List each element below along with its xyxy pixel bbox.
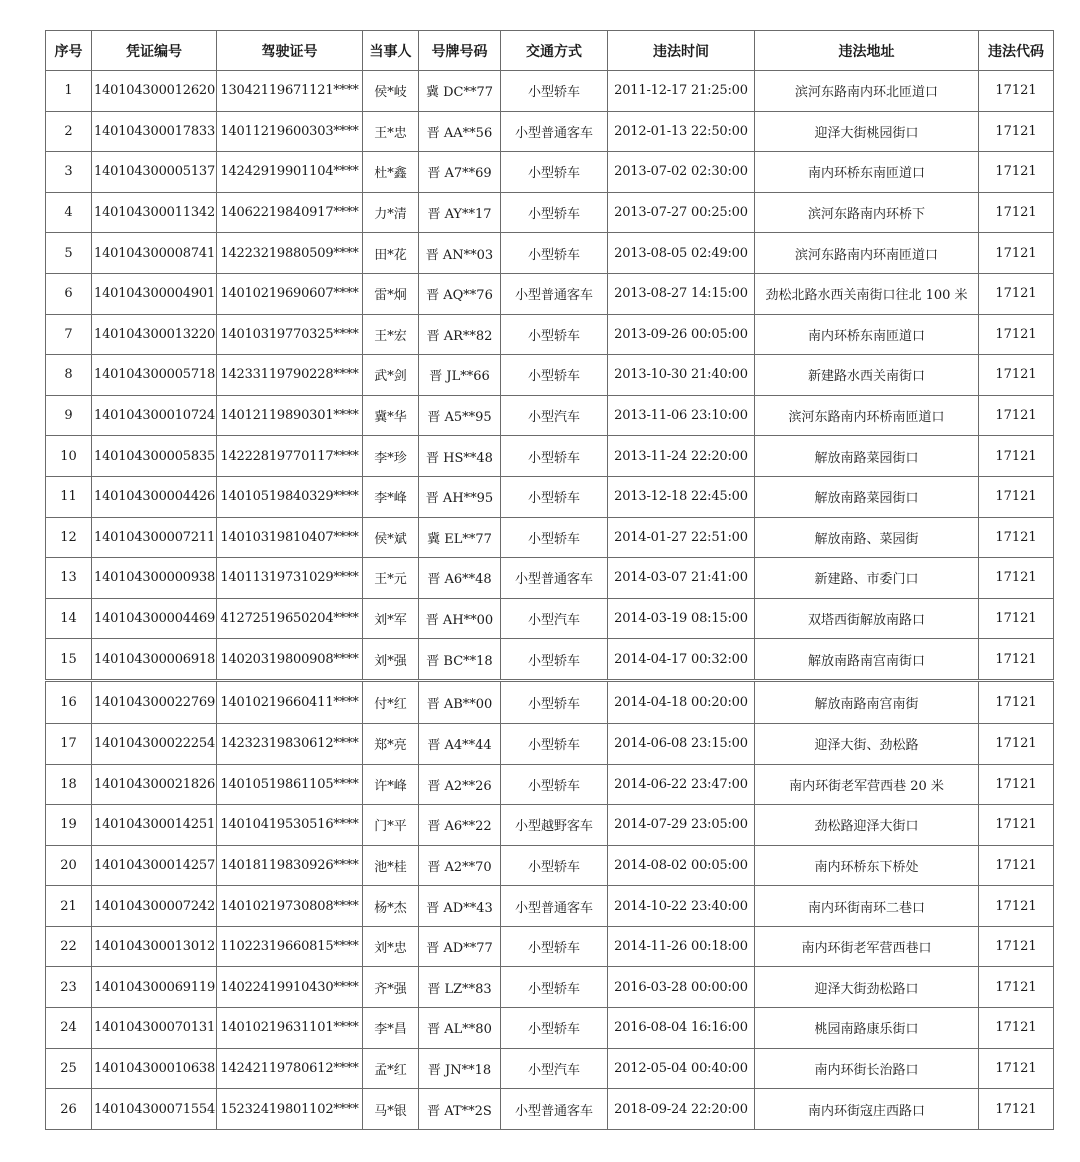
cell-plate-no: 晋 AR**82 [419, 314, 501, 355]
violation-record-sheet [45, 30, 1053, 1130]
cell-seq: 15 [46, 639, 92, 681]
header-plate-no: 号牌号码 [419, 31, 501, 71]
cell-vehicle-type: 小型轿车 [501, 436, 608, 477]
cell-vehicle-type: 小型越野客车 [501, 805, 608, 846]
table-row [46, 967, 1054, 1008]
cell-seq: 6 [46, 273, 92, 314]
cell-voucher-no: 140104300013012 [92, 926, 217, 967]
header-violation-code: 违法代码 [979, 31, 1054, 71]
cell-plate-no: 晋 AH**00 [419, 598, 501, 639]
cell-voucher-no: 140104300010638 [92, 1048, 217, 1089]
cell-license-no: 14022419910430**** [217, 967, 363, 1008]
table-row [46, 71, 1054, 112]
cell-vehicle-type: 小型轿车 [501, 476, 608, 517]
header-violation-time: 违法时间 [608, 31, 755, 71]
cell-violation-code: 17121 [979, 233, 1054, 274]
cell-violation-time: 2013-10-30 21:40:00 [608, 355, 755, 396]
cell-seq: 19 [46, 805, 92, 846]
cell-voucher-no: 140104300011342 [92, 192, 217, 233]
cell-vehicle-type: 小型轿车 [501, 355, 608, 396]
cell-plate-no: 晋 BC**18 [419, 639, 501, 681]
cell-voucher-no: 140104300010724 [92, 395, 217, 436]
cell-violation-time: 2014-06-08 23:15:00 [608, 723, 755, 764]
cell-violation-code: 17121 [979, 436, 1054, 477]
cell-violation-code: 17121 [979, 395, 1054, 436]
cell-violation-address: 南内环桥东下桥处 [755, 845, 979, 886]
table-row [46, 558, 1054, 599]
cell-violation-address: 迎泽大街桃园街口 [755, 111, 979, 152]
cell-violation-code: 17121 [979, 314, 1054, 355]
cell-violation-address: 解放南路、菜园街 [755, 517, 979, 558]
cell-license-no: 14222819770117**** [217, 436, 363, 477]
cell-license-no: 14011219600303**** [217, 111, 363, 152]
cell-violation-code: 17121 [979, 355, 1054, 396]
cell-violation-time: 2013-11-06 23:10:00 [608, 395, 755, 436]
cell-vehicle-type: 小型轿车 [501, 723, 608, 764]
table-row [46, 273, 1054, 314]
cell-violation-address: 迎泽大街、劲松路 [755, 723, 979, 764]
cell-plate-no: 晋 AQ**76 [419, 273, 501, 314]
table-row [46, 111, 1054, 152]
cell-voucher-no: 140104300070131 [92, 1008, 217, 1049]
cell-vehicle-type: 小型轿车 [501, 314, 608, 355]
cell-voucher-no: 140104300014257 [92, 845, 217, 886]
cell-license-no: 14242119780612**** [217, 1048, 363, 1089]
cell-plate-no: 晋 A4**44 [419, 723, 501, 764]
cell-violation-code: 17121 [979, 639, 1054, 681]
cell-license-no: 14233119790228**** [217, 355, 363, 396]
cell-violation-code: 17121 [979, 192, 1054, 233]
cell-party: 李*珍 [363, 436, 419, 477]
cell-party: 池*桂 [363, 845, 419, 886]
cell-seq: 14 [46, 598, 92, 639]
cell-violation-time: 2012-01-13 22:50:00 [608, 111, 755, 152]
cell-violation-time: 2013-08-05 02:49:00 [608, 233, 755, 274]
violation-table [45, 30, 1054, 1130]
cell-violation-address: 解放南路南宫南街 [755, 680, 979, 723]
cell-violation-address: 南内环街寇庄西路口 [755, 1089, 979, 1130]
table-row [46, 926, 1054, 967]
cell-seq: 12 [46, 517, 92, 558]
cell-party: 王*元 [363, 558, 419, 599]
cell-vehicle-type: 小型轿车 [501, 926, 608, 967]
cell-voucher-no: 140104300021826 [92, 764, 217, 805]
cell-vehicle-type: 小型汽车 [501, 598, 608, 639]
cell-plate-no: 晋 AD**77 [419, 926, 501, 967]
cell-seq: 13 [46, 558, 92, 599]
cell-party: 王*忠 [363, 111, 419, 152]
cell-seq: 24 [46, 1008, 92, 1049]
table-row [46, 598, 1054, 639]
cell-voucher-no: 140104300012620 [92, 71, 217, 112]
cell-violation-address: 滨河东路南内环南匝道口 [755, 233, 979, 274]
cell-vehicle-type: 小型轿车 [501, 845, 608, 886]
table-row [46, 314, 1054, 355]
cell-violation-time: 2013-08-27 14:15:00 [608, 273, 755, 314]
table-row [46, 723, 1054, 764]
header-violation-address: 违法地址 [755, 31, 979, 71]
table-row [46, 639, 1054, 681]
cell-violation-code: 17121 [979, 1048, 1054, 1089]
cell-license-no: 15232419801102**** [217, 1089, 363, 1130]
cell-violation-code: 17121 [979, 598, 1054, 639]
table-row [46, 517, 1054, 558]
cell-license-no: 14010219660411**** [217, 680, 363, 723]
cell-party: 力*清 [363, 192, 419, 233]
cell-license-no: 14018119830926**** [217, 845, 363, 886]
cell-voucher-no: 140104300007211 [92, 517, 217, 558]
cell-party: 杨*杰 [363, 886, 419, 927]
table-row [46, 355, 1054, 396]
cell-seq: 21 [46, 886, 92, 927]
cell-voucher-no: 140104300013220 [92, 314, 217, 355]
cell-vehicle-type: 小型普通客车 [501, 111, 608, 152]
cell-plate-no: 晋 AY**17 [419, 192, 501, 233]
cell-seq: 26 [46, 1089, 92, 1130]
cell-seq: 25 [46, 1048, 92, 1089]
table-row [46, 192, 1054, 233]
cell-violation-address: 南内环桥东南匝道口 [755, 314, 979, 355]
cell-vehicle-type: 小型普通客车 [501, 886, 608, 927]
cell-license-no: 14010319770325**** [217, 314, 363, 355]
cell-seq: 10 [46, 436, 92, 477]
cell-seq: 11 [46, 476, 92, 517]
cell-violation-time: 2018-09-24 22:20:00 [608, 1089, 755, 1130]
cell-violation-time: 2014-10-22 23:40:00 [608, 886, 755, 927]
cell-party: 侯*岐 [363, 71, 419, 112]
cell-violation-address: 滨河东路南内环桥下 [755, 192, 979, 233]
table-row [46, 233, 1054, 274]
cell-violation-time: 2016-08-04 16:16:00 [608, 1008, 755, 1049]
cell-seq: 5 [46, 233, 92, 274]
cell-vehicle-type: 小型轿车 [501, 680, 608, 723]
cell-violation-address: 新建路水西关南街口 [755, 355, 979, 396]
cell-voucher-no: 140104300004469 [92, 598, 217, 639]
cell-violation-address: 劲松路迎泽大街口 [755, 805, 979, 846]
cell-voucher-no: 140104300004426 [92, 476, 217, 517]
cell-violation-time: 2011-12-17 21:25:00 [608, 71, 755, 112]
cell-violation-code: 17121 [979, 111, 1054, 152]
cell-seq: 1 [46, 71, 92, 112]
cell-violation-code: 17121 [979, 558, 1054, 599]
cell-plate-no: 晋 JL**66 [419, 355, 501, 396]
cell-violation-time: 2016-03-28 00:00:00 [608, 967, 755, 1008]
cell-violation-code: 17121 [979, 273, 1054, 314]
cell-violation-code: 17121 [979, 476, 1054, 517]
table-row [46, 436, 1054, 477]
cell-violation-time: 2014-04-18 00:20:00 [608, 680, 755, 723]
table-body [46, 71, 1054, 1130]
cell-license-no: 14010219730808**** [217, 886, 363, 927]
cell-plate-no: 晋 A6**22 [419, 805, 501, 846]
cell-seq: 9 [46, 395, 92, 436]
cell-party: 郑*亮 [363, 723, 419, 764]
cell-plate-no: 晋 AA**56 [419, 111, 501, 152]
cell-party: 王*宏 [363, 314, 419, 355]
cell-vehicle-type: 小型普通客车 [501, 1089, 608, 1130]
cell-voucher-no: 140104300071554 [92, 1089, 217, 1130]
cell-voucher-no: 140104300014251 [92, 805, 217, 846]
cell-party: 齐*强 [363, 967, 419, 1008]
cell-vehicle-type: 小型轿车 [501, 192, 608, 233]
cell-voucher-no: 140104300004901 [92, 273, 217, 314]
cell-license-no: 14010519840329**** [217, 476, 363, 517]
cell-plate-no: 冀 EL**77 [419, 517, 501, 558]
cell-vehicle-type: 小型轿车 [501, 517, 608, 558]
cell-vehicle-type: 小型轿车 [501, 967, 608, 1008]
cell-violation-time: 2013-07-02 02:30:00 [608, 152, 755, 193]
cell-license-no: 14010219631101**** [217, 1008, 363, 1049]
table-row [46, 1048, 1054, 1089]
cell-seq: 20 [46, 845, 92, 886]
cell-party: 门*平 [363, 805, 419, 846]
cell-seq: 2 [46, 111, 92, 152]
cell-license-no: 14242919901104**** [217, 152, 363, 193]
cell-plate-no: 晋 HS**48 [419, 436, 501, 477]
table-row [46, 764, 1054, 805]
cell-party: 雷*炯 [363, 273, 419, 314]
cell-voucher-no: 140104300007242 [92, 886, 217, 927]
cell-license-no: 14062219840917**** [217, 192, 363, 233]
cell-voucher-no: 140104300005835 [92, 436, 217, 477]
cell-violation-address: 解放南路南宫南街口 [755, 639, 979, 681]
cell-voucher-no: 140104300017833 [92, 111, 217, 152]
cell-plate-no: 晋 A6**48 [419, 558, 501, 599]
cell-violation-time: 2013-07-27 00:25:00 [608, 192, 755, 233]
cell-voucher-no: 140104300000938 [92, 558, 217, 599]
table-row [46, 395, 1054, 436]
cell-party: 刘*军 [363, 598, 419, 639]
cell-seq: 22 [46, 926, 92, 967]
cell-vehicle-type: 小型轿车 [501, 71, 608, 112]
cell-seq: 18 [46, 764, 92, 805]
cell-voucher-no: 140104300022769 [92, 680, 217, 723]
cell-violation-code: 17121 [979, 845, 1054, 886]
cell-violation-address: 新建路、市委门口 [755, 558, 979, 599]
cell-violation-code: 17121 [979, 152, 1054, 193]
cell-violation-code: 17121 [979, 1089, 1054, 1130]
cell-vehicle-type: 小型汽车 [501, 1048, 608, 1089]
cell-party: 李*峰 [363, 476, 419, 517]
cell-plate-no: 晋 AN**03 [419, 233, 501, 274]
cell-seq: 16 [46, 680, 92, 723]
cell-license-no: 13042119671121**** [217, 71, 363, 112]
cell-violation-code: 17121 [979, 517, 1054, 558]
cell-party: 杜*鑫 [363, 152, 419, 193]
cell-license-no: 14020319800908**** [217, 639, 363, 681]
table-row [46, 1089, 1054, 1130]
cell-license-no: 14012119890301**** [217, 395, 363, 436]
cell-seq: 3 [46, 152, 92, 193]
cell-violation-code: 17121 [979, 764, 1054, 805]
cell-party: 刘*强 [363, 639, 419, 681]
cell-violation-time: 2013-12-18 22:45:00 [608, 476, 755, 517]
cell-violation-time: 2014-07-29 23:05:00 [608, 805, 755, 846]
cell-violation-code: 17121 [979, 723, 1054, 764]
cell-voucher-no: 140104300005718 [92, 355, 217, 396]
table-header-row [46, 31, 1054, 71]
table-row [46, 680, 1054, 723]
cell-plate-no: 晋 AT**2S [419, 1089, 501, 1130]
cell-violation-time: 2013-11-24 22:20:00 [608, 436, 755, 477]
cell-license-no: 14010219690607**** [217, 273, 363, 314]
cell-violation-time: 2014-01-27 22:51:00 [608, 517, 755, 558]
cell-party: 侯*斌 [363, 517, 419, 558]
cell-plate-no: 晋 JN**18 [419, 1048, 501, 1089]
cell-vehicle-type: 小型轿车 [501, 639, 608, 681]
cell-vehicle-type: 小型轿车 [501, 1008, 608, 1049]
cell-seq: 4 [46, 192, 92, 233]
cell-plate-no: 晋 A7**69 [419, 152, 501, 193]
cell-seq: 17 [46, 723, 92, 764]
cell-vehicle-type: 小型普通客车 [501, 558, 608, 599]
cell-seq: 23 [46, 967, 92, 1008]
cell-party: 田*花 [363, 233, 419, 274]
cell-plate-no: 晋 A5**95 [419, 395, 501, 436]
cell-license-no: 11022319660815**** [217, 926, 363, 967]
cell-violation-time: 2014-06-22 23:47:00 [608, 764, 755, 805]
header-license-no: 驾驶证号 [217, 31, 363, 71]
cell-violation-code: 17121 [979, 886, 1054, 927]
cell-plate-no: 晋 LZ**83 [419, 967, 501, 1008]
cell-violation-address: 桃园南路康乐街口 [755, 1008, 979, 1049]
cell-license-no: 14223219880509**** [217, 233, 363, 274]
table-row [46, 152, 1054, 193]
cell-violation-address: 双塔西街解放南路口 [755, 598, 979, 639]
cell-plate-no: 晋 A2**70 [419, 845, 501, 886]
cell-party: 李*昌 [363, 1008, 419, 1049]
cell-seq: 8 [46, 355, 92, 396]
cell-license-no: 14232319830612**** [217, 723, 363, 764]
cell-violation-time: 2014-11-26 00:18:00 [608, 926, 755, 967]
cell-license-no: 14011319731029**** [217, 558, 363, 599]
cell-voucher-no: 140104300005137 [92, 152, 217, 193]
cell-violation-address: 南内环桥东南匝道口 [755, 152, 979, 193]
cell-violation-address: 南内环街南环二巷口 [755, 886, 979, 927]
cell-vehicle-type: 小型轿车 [501, 764, 608, 805]
header-party: 当事人 [363, 31, 419, 71]
cell-party: 刘*忠 [363, 926, 419, 967]
table-row [46, 476, 1054, 517]
cell-violation-time: 2014-03-19 08:15:00 [608, 598, 755, 639]
cell-party: 孟*红 [363, 1048, 419, 1089]
cell-license-no: 41272519650204**** [217, 598, 363, 639]
table-row [46, 886, 1054, 927]
header-vehicle-type: 交通方式 [501, 31, 608, 71]
cell-violation-address: 滨河东路南内环桥南匝道口 [755, 395, 979, 436]
cell-plate-no: 冀 DC**77 [419, 71, 501, 112]
cell-party: 武*剑 [363, 355, 419, 396]
cell-party: 冀*华 [363, 395, 419, 436]
cell-violation-address: 劲松北路水西关南街口往北 100 米 [755, 273, 979, 314]
cell-voucher-no: 140104300022254 [92, 723, 217, 764]
cell-violation-code: 17121 [979, 805, 1054, 846]
cell-violation-code: 17121 [979, 967, 1054, 1008]
cell-violation-address: 南内环街老军营西巷口 [755, 926, 979, 967]
cell-plate-no: 晋 AD**43 [419, 886, 501, 927]
cell-vehicle-type: 小型轿车 [501, 152, 608, 193]
cell-violation-time: 2012-05-04 00:40:00 [608, 1048, 755, 1089]
cell-violation-code: 17121 [979, 926, 1054, 967]
cell-vehicle-type: 小型普通客车 [501, 273, 608, 314]
cell-party: 许*峰 [363, 764, 419, 805]
cell-violation-address: 解放南路菜园街口 [755, 476, 979, 517]
cell-violation-address: 南内环街长治路口 [755, 1048, 979, 1089]
cell-violation-time: 2014-03-07 21:41:00 [608, 558, 755, 599]
cell-violation-time: 2013-09-26 00:05:00 [608, 314, 755, 355]
header-voucher-no: 凭证编号 [92, 31, 217, 71]
cell-violation-address: 南内环街老军营西巷 20 米 [755, 764, 979, 805]
cell-seq: 7 [46, 314, 92, 355]
cell-party: 付*红 [363, 680, 419, 723]
cell-plate-no: 晋 AL**80 [419, 1008, 501, 1049]
cell-violation-address: 滨河东路南内环北匝道口 [755, 71, 979, 112]
cell-violation-code: 17121 [979, 680, 1054, 723]
cell-violation-time: 2014-04-17 00:32:00 [608, 639, 755, 681]
cell-plate-no: 晋 AB**00 [419, 680, 501, 723]
cell-voucher-no: 140104300069119 [92, 967, 217, 1008]
cell-party: 马*银 [363, 1089, 419, 1130]
cell-voucher-no: 140104300006918 [92, 639, 217, 681]
cell-violation-code: 17121 [979, 1008, 1054, 1049]
cell-voucher-no: 140104300008741 [92, 233, 217, 274]
cell-license-no: 14010419530516**** [217, 805, 363, 846]
cell-violation-code: 17121 [979, 71, 1054, 112]
cell-plate-no: 晋 A2**26 [419, 764, 501, 805]
cell-violation-time: 2014-08-02 00:05:00 [608, 845, 755, 886]
cell-violation-address: 解放南路菜园街口 [755, 436, 979, 477]
cell-plate-no: 晋 AH**95 [419, 476, 501, 517]
header-seq: 序号 [46, 31, 92, 71]
table-row [46, 1008, 1054, 1049]
cell-license-no: 14010519861105**** [217, 764, 363, 805]
cell-license-no: 14010319810407**** [217, 517, 363, 558]
table-row [46, 805, 1054, 846]
cell-violation-address: 迎泽大街劲松路口 [755, 967, 979, 1008]
table-row [46, 845, 1054, 886]
cell-vehicle-type: 小型汽车 [501, 395, 608, 436]
cell-vehicle-type: 小型轿车 [501, 233, 608, 274]
